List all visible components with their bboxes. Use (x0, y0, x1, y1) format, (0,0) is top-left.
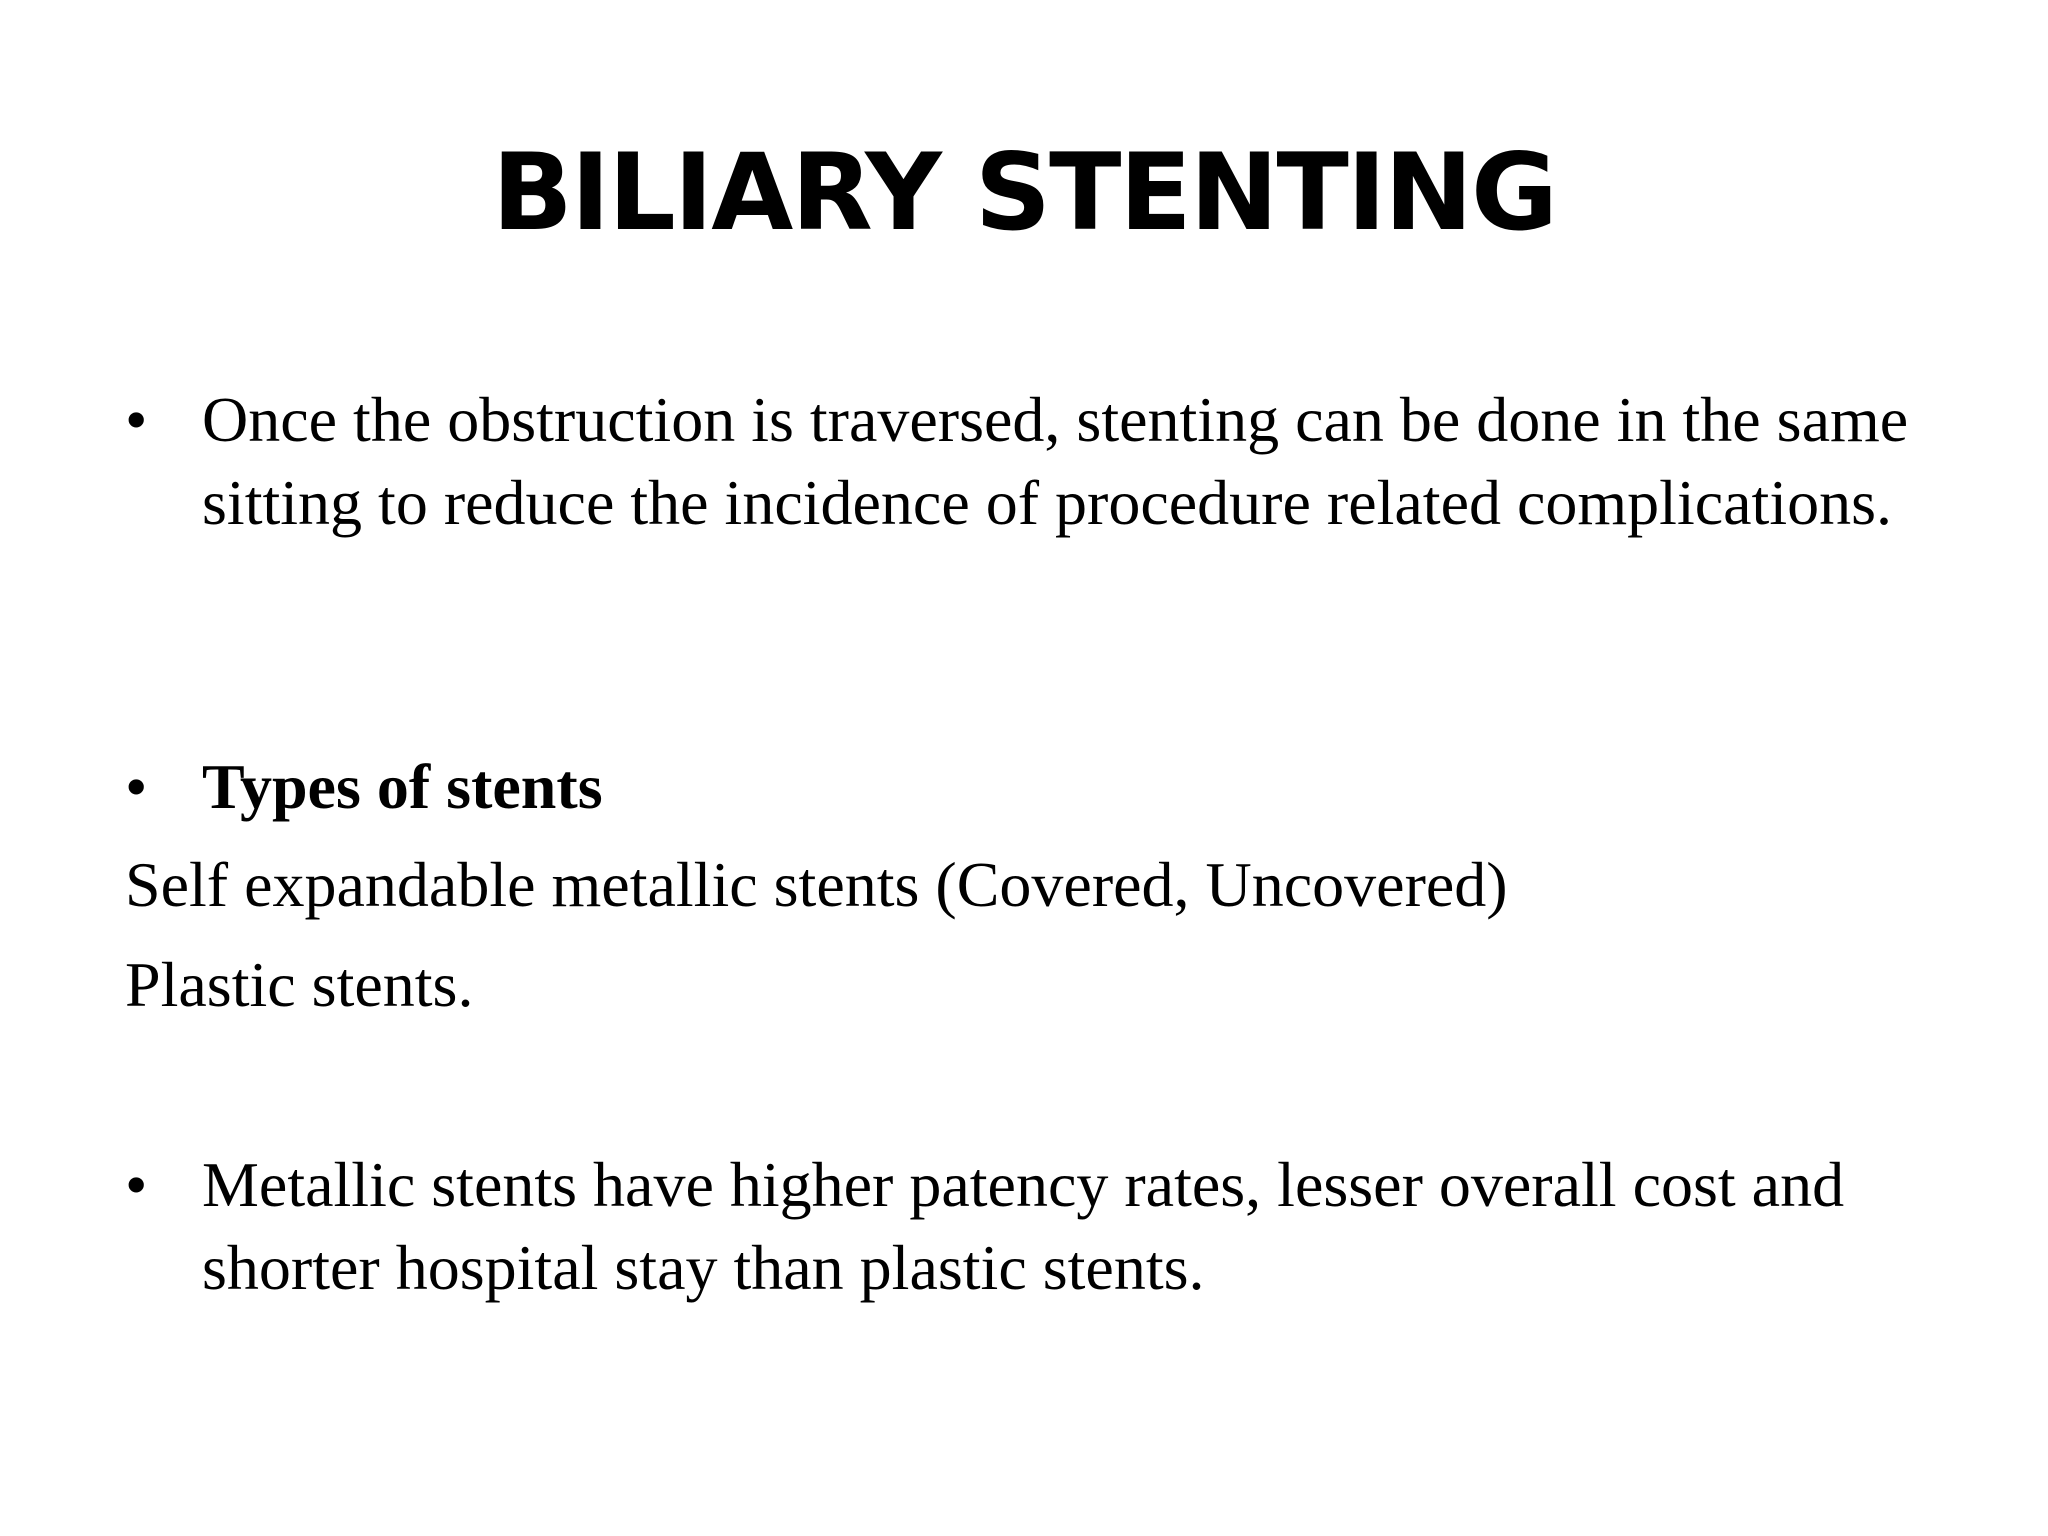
bullet-icon: • (125, 384, 148, 455)
bullet-icon: • (125, 1149, 148, 1220)
slide-title: BILIARY STENTING (492, 131, 1556, 254)
bullet-text: Once the obstruction is traversed, stenting can be done in the same sitting to reduce the incidence of procedure related complications. (202, 384, 1909, 538)
bullet-item-metallic-advantages (125, 1143, 1925, 1309)
bullet-icon: • (125, 751, 148, 822)
bullet-item-types-of-stents (125, 745, 1925, 828)
bullet-item-stenting-timing (125, 378, 1925, 544)
bullet-text: Metallic stents have higher patency rates, lesser overall cost and shorter hospital stay than plastic stents. (202, 1149, 1845, 1303)
bullet-heading: Types of stents (202, 751, 603, 822)
stent-type-metallic: Self expandable metallic stents (Covered, Uncovered) (125, 849, 1508, 920)
stent-type-plastic: Plastic stents. (125, 949, 474, 1020)
